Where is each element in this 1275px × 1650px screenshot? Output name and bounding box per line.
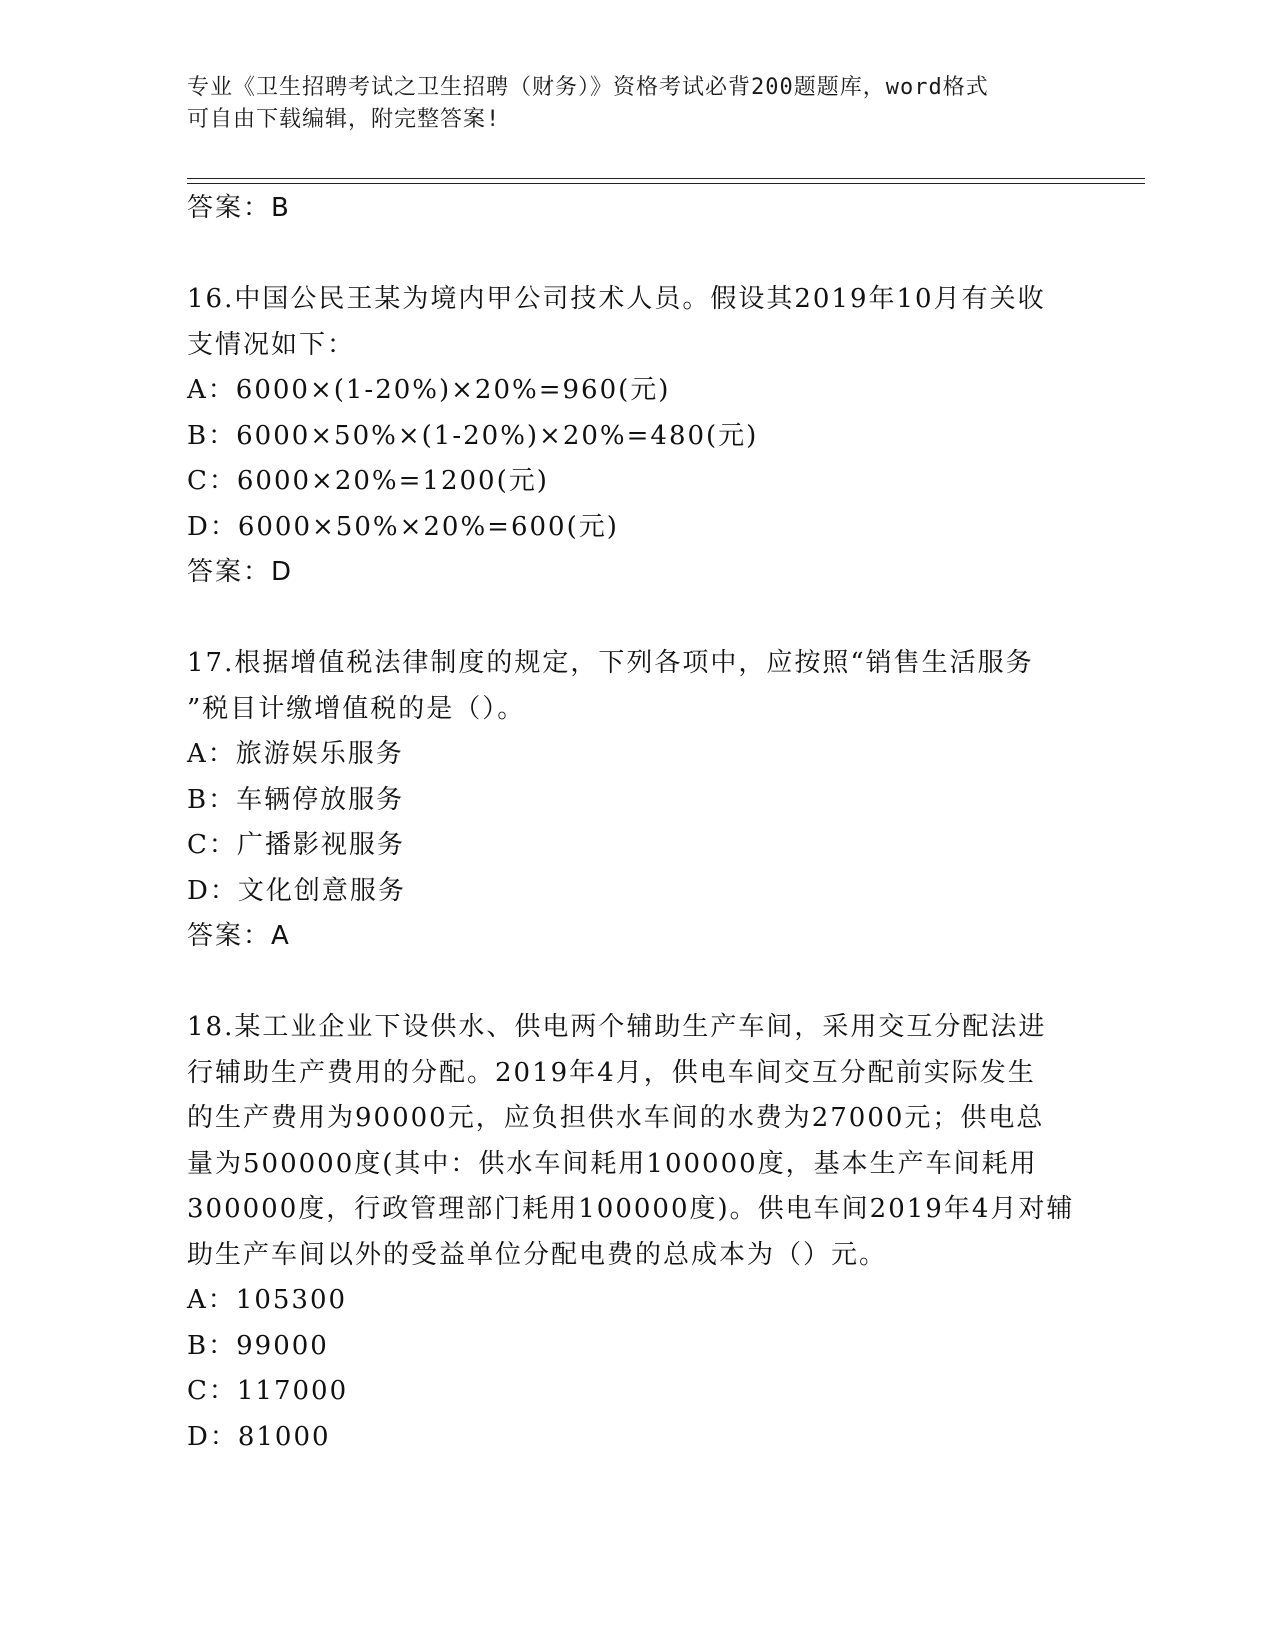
option-b: B：6000×50%×(1-20%)×20%=480(元) <box>187 420 759 451</box>
header-line-2: 可自由下载编辑，附完整答案! <box>187 107 501 132</box>
option-a: A：6000×(1-20%)×20%=960(元) <box>187 375 671 405</box>
question-16 <box>187 277 1087 596</box>
question-stem-line: 量为500000度(其中：供水车间耗用100000度，基本生产车间耗用 <box>187 1148 1038 1179</box>
option-a: A：旅游娱乐服务 <box>187 739 404 769</box>
question-stem-line: ”税目计缴增值税的是（）。 <box>187 693 526 724</box>
header-divider-bottom <box>187 183 1145 184</box>
option-c: C：广播影视服务 <box>187 830 405 860</box>
question-stem-line: 16.中国公民王某为境内甲公司技术人员。假设其2019年10月有关收 <box>187 284 1046 314</box>
spacer <box>187 960 1087 1006</box>
answer: 答案：D <box>187 557 294 587</box>
option-b: B：99000 <box>187 1330 329 1361</box>
option-d: D：文化创意服务 <box>187 875 406 906</box>
option-c: C：117000 <box>187 1376 349 1406</box>
previous-answer: 答案：B <box>187 193 291 223</box>
option-d: D：6000×50%×20%=600(元) <box>187 511 619 542</box>
header-line-1: 专业《卫生招聘考试之卫生招聘（财务）》资格考试必背200题题库，word格式 <box>187 75 989 100</box>
option-b: B：车辆停放服务 <box>187 784 405 815</box>
answer: 答案：A <box>187 921 291 951</box>
option-d: D：81000 <box>187 1421 331 1452</box>
question-stem-line: 的生产费用为90000元，应负担供水车间的水费为27000元；供电总 <box>187 1103 1045 1133</box>
spacer <box>187 232 1087 278</box>
question-17 <box>187 641 1087 960</box>
question-stem-line: 18.某工业企业下设供水、供电两个辅助生产车间，采用交互分配法进 <box>187 1012 1047 1042</box>
question-stem-line: 支情况如下： <box>187 329 356 360</box>
question-stem-line: 行辅助生产费用的分配。2019年4月，供电车间交互分配前实际发生 <box>187 1057 1036 1088</box>
question-stem-line: 300000度，行政管理部门耗用100000度)。供电车间2019年4月对辅 <box>187 1194 1075 1224</box>
document-body <box>187 186 1087 1460</box>
header-divider-top <box>187 178 1145 179</box>
spacer <box>187 596 1087 642</box>
question-stem-line: 助生产车间以外的受益单位分配电费的总成本为（）元。 <box>187 1239 888 1270</box>
question-18 <box>187 1005 1087 1460</box>
option-a: A：105300 <box>187 1285 348 1315</box>
document-header <box>187 72 1067 136</box>
question-stem-line: 17.根据增值税法律制度的规定，下列各项中，应按照“销售生活服务 <box>187 648 1034 678</box>
option-c: C：6000×20%=1200(元) <box>187 466 549 496</box>
